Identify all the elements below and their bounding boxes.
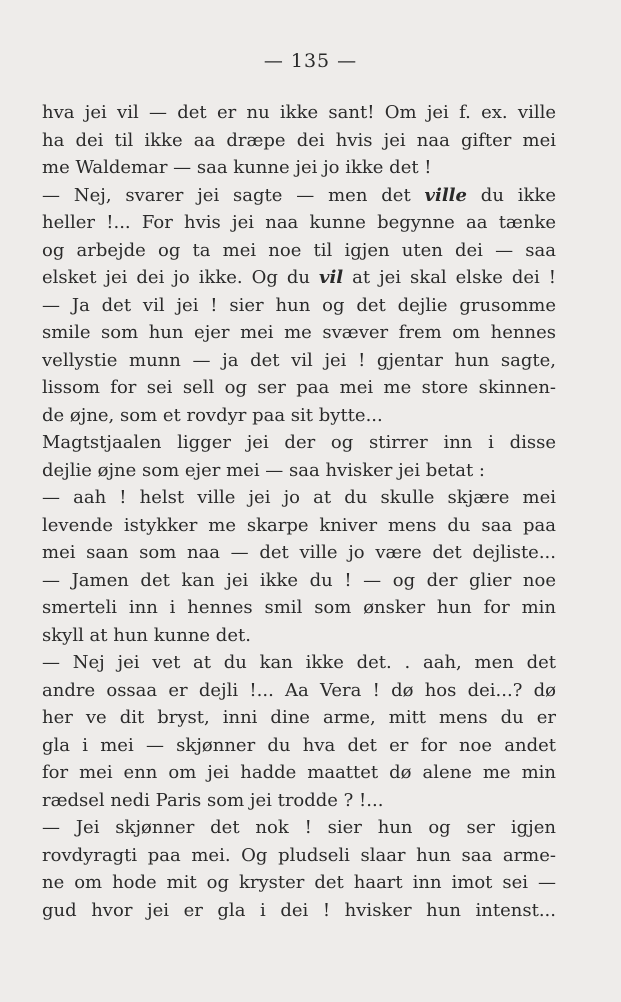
- text-line: skyll at hun kunne det.: [42, 624, 251, 646]
- text-line: gud hvor jei er gla i dei ! hvisker hun intenst...: [42, 899, 556, 921]
- text-line: Magtstjaalen ligger jei der og stirrer inn i disse: [42, 432, 556, 453]
- text-line: og arbejde og ta mei noe til igjen uten dei — saa: [42, 239, 556, 261]
- text-line: — Ja det vil jei ! sier hun og det dejlie grusomme: [42, 294, 556, 316]
- emphasized-word: ville: [424, 184, 467, 206]
- text-line: dejlie øjne som ejer mei — saa hvisker jei betat :: [42, 459, 485, 481]
- text-line: rædsel nedi Paris som jei trodde ? !...: [42, 789, 384, 811]
- text-segment: du ikke: [466, 184, 556, 206]
- text-line: lissom for sei sell og ser paa mei me store skinnen-: [42, 377, 556, 398]
- text-line: de øjne, som et rovdyr paa sit bytte...: [42, 404, 383, 426]
- text-line: — aah ! helst ville jei jo at du skulle skjære mei: [42, 487, 556, 508]
- text-line: for mei enn om jei hadde maattet dø alene me min: [42, 762, 556, 783]
- text-line: me Waldemar — saa kunne jei jo ikke det !: [42, 157, 432, 178]
- text-segment: at jei skal elske dei !: [343, 267, 556, 288]
- text-line: — Jei skjønner det nok ! sier hun og ser igjen: [42, 817, 556, 838]
- text-line: ha dei til ikke aa dræpe dei hvis jei naa gifter mei: [42, 129, 556, 151]
- text-line: her ve dit bryst, inni dine arme, mitt mens du er: [42, 707, 556, 728]
- text-segment: — Nej, svarer jei sagte — men det: [42, 184, 425, 206]
- text-line: heller !... For hvis jei naa kunne begynne aa tænke: [42, 212, 556, 233]
- text-line: levende istykker me skarpe kniver mens du saa paa: [42, 514, 556, 536]
- text-line: smerteli inn i hennes smil som ønsker hun for min: [42, 597, 556, 618]
- emphasized-word: vil: [319, 267, 344, 288]
- text-line: andre ossaa er dejli !... Aa Vera ! dø hos dei...? dø: [42, 679, 556, 701]
- text-line: — Nej jei vet at du kan ikke det. . aah, men det: [42, 652, 556, 673]
- text-line: [42, 182, 556, 210]
- text-line: gla i mei — skjønner du hva det er for noe andet: [42, 734, 556, 756]
- text-line: rovdyragti paa mei. Og pludseli slaar hun saa arme-: [42, 844, 556, 866]
- text-line: vellystie munn — ja det vil jei ! gjentar hun sagte,: [42, 349, 556, 371]
- text-line: [42, 264, 556, 292]
- page-number: — 135 —: [263, 50, 358, 72]
- text-line: — Jamen det kan jei ikke du ! — og der glier noe: [42, 569, 556, 591]
- text-line: smile som hun ejer mei me svæver frem om hennes: [42, 322, 556, 343]
- body-text: [42, 99, 556, 924]
- text-line: hva jei vil — det er nu ikke sant! Om jei f. ex. ville: [42, 102, 556, 123]
- text-segment: elsket jei dei jo ikke. Og du: [42, 267, 319, 288]
- text-line: mei saan som naa — det ville jo være det dejliste...: [42, 542, 556, 563]
- text-line: ne om hode mit og kryster det haart inn imot sei —: [42, 872, 556, 893]
